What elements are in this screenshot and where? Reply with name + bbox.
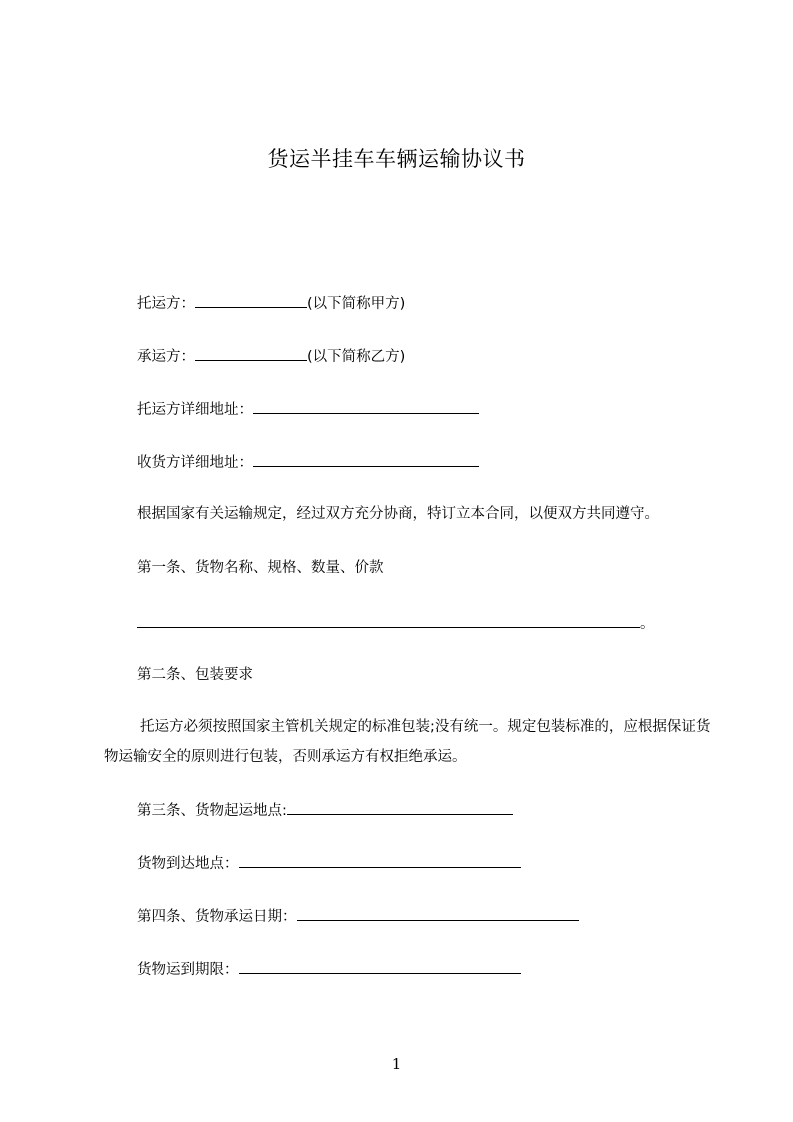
ship-date-line — [137, 905, 579, 927]
deadline-label: 货物运到期限： — [137, 962, 239, 978]
consignee-address-label: 收货方详细地址： — [137, 455, 253, 471]
deadline-line — [137, 958, 521, 980]
document-title: 货运半挂车车辆运输协议书 — [267, 147, 526, 171]
shipper-address-label: 托运方详细地址： — [137, 402, 253, 418]
deadline-blank[interactable] — [239, 958, 521, 974]
consignee-address-line — [137, 451, 479, 473]
shipper-label: 托运方： — [137, 296, 195, 312]
shipper-address-blank[interactable] — [253, 398, 479, 414]
page-number: 1 — [391, 1055, 402, 1073]
intro-text: 根据国家有关运输规定，经过双方充分协商，特订立本合同，以便双方共同遵守。 — [137, 506, 659, 522]
article1-blank[interactable] — [137, 612, 640, 628]
destination-blank[interactable] — [239, 852, 521, 868]
carrier-line — [137, 345, 405, 367]
article2-body: 托运方必须按照国家主管机关规定的标准包装;没有统一。规定包装标准的，应根据保证货物运输安全的原则进行包装，否则承运方有权拒绝承运。 — [104, 719, 711, 765]
carrier-label: 承运方： — [137, 349, 195, 365]
origin-line — [137, 799, 513, 821]
article2-heading: 第二条、包装要求 — [137, 667, 253, 683]
consignee-address-blank[interactable] — [253, 451, 479, 467]
ship-date-blank[interactable] — [297, 905, 579, 921]
destination-label: 货物到达地点： — [137, 856, 239, 872]
article1-end-mark: 。 — [640, 616, 655, 632]
article1-fill-line — [137, 612, 655, 634]
shipper-suffix: (以下简称甲方) — [307, 296, 406, 312]
carrier-suffix: (以下简称乙方) — [307, 349, 406, 365]
shipper-line — [137, 292, 405, 314]
carrier-blank[interactable] — [195, 345, 307, 361]
origin-label: 第三条、货物起运地点: — [137, 803, 287, 819]
article1-heading: 第一条、货物名称、规格、数量、价款 — [137, 560, 384, 576]
shipper-address-line — [137, 398, 479, 420]
shipper-blank[interactable] — [195, 292, 307, 308]
ship-date-label: 第四条、货物承运日期： — [137, 909, 297, 925]
origin-blank[interactable] — [287, 799, 513, 815]
destination-line — [137, 852, 521, 874]
